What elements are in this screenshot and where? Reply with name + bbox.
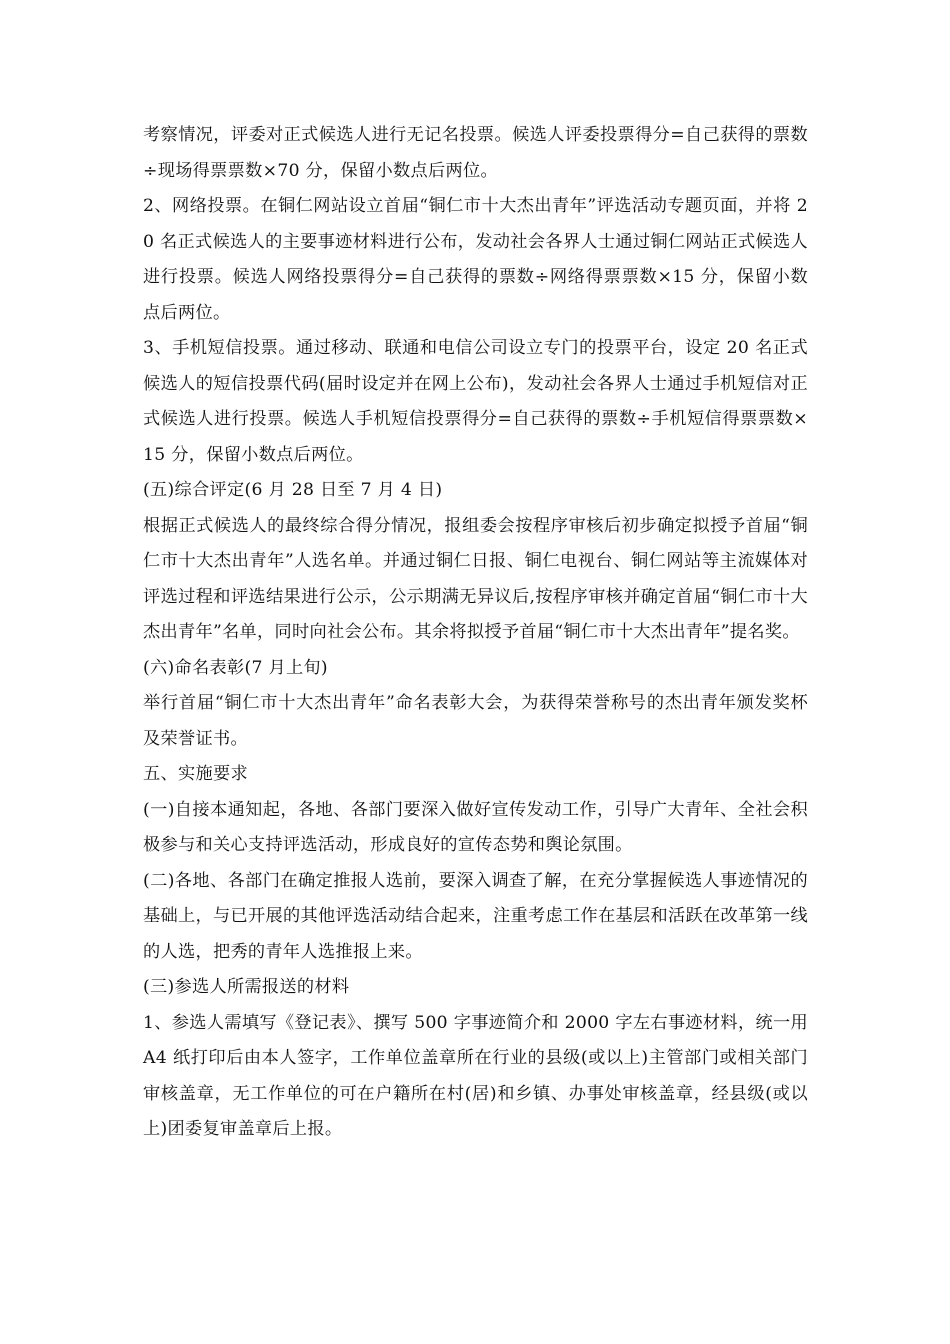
paragraph-committee-vote: 考察情况，评委对正式候选人进行无记名投票。候选人评委投票得分=自己获得的票数÷现场得票票数×70 分，保留小数点后两位。 — [143, 125, 808, 181]
paragraph-online-vote: 2、网络投票。在铜仁网站设立首届“铜仁市十大杰出青年”评选活动专题页面，并将 20 名正式候选人的主要事迹材料进行公布，发动社会各界人士通过铜仁网站正式候选人进行投票。候选人网络投票得分=自己获得的票数÷网络得票票数×15 分，保留小数点后两位。 — [143, 196, 808, 323]
paragraph-evaluation: 根据正式候选人的最终综合得分情况，报组委会按程序审核后初步确定拟授予首届“铜仁市十大杰出青年”人选名单。并通过铜仁日报、铜仁电视台、铜仁网站等主流媒体对评选过程和评选结果进行公示，公示期满无异议后,按程序审核并确定首届“铜仁市十大杰出青年”名单，同时向社会公布。其余将拟授予首届“铜仁市十大杰出青年”提名奖。 — [143, 515, 808, 642]
section-heading-requirements: 五、实施要求 — [143, 764, 248, 784]
paragraph-requirement-1: (一)自接本通知起，各地、各部门要深入做好宣传发动工作，引导广大青年、全社会积极参与和关心支持评选活动，形成良好的宣传态势和舆论氛围。 — [143, 799, 808, 855]
section-heading-commendation: (六)命名表彰(7 月上旬) — [143, 657, 328, 678]
paragraph-requirement-2: (二)各地、各部门在确定推报人选前，要深入调查了解，在充分掌握候选人事迹情况的基础上，与已开展的其他评选活动结合起来，注重考虑工作在基层和活跃在改革第一线的人选，把秀的青年人选推报上来。 — [143, 870, 808, 962]
paragraph-sms-vote: 3、手机短信投票。通过移动、联通和电信公司设立专门的投票平台，设定 20 名正式候选人的短信投票代码(届时设定并在网上公布)，发动社会各界人士通过手机短信对正式候选人进行投票。候选人手机短信投票得分=自己获得的票数÷手机短信得票票数×15 分，保留小数点后两位。 — [143, 338, 808, 465]
paragraph-materials-1: 1、参选人需填写《登记表》、撰写 500 字事迹简介和 2000 字左右事迹材料，统一用 A4 纸打印后由本人签字，工作单位盖章所在行业的县级(或以上)主管部门或相关部门审核盖章，无工作单位的可在户籍所在村(居)和乡镇、办事处审核盖章，经县级(或以上)团委复审盖章后上报。 — [143, 1012, 808, 1139]
paragraph-commendation: 举行首届“铜仁市十大杰出青年”命名表彰大会，为获得荣誉称号的杰出青年颁发奖杯及荣誉证书。 — [143, 693, 808, 749]
document-body — [143, 118, 808, 1148]
section-heading-evaluation: (五)综合评定(6 月 28 日至 7 月 4 日) — [143, 480, 443, 500]
section-heading-materials: (三)参选人所需报送的材料 — [143, 977, 350, 997]
